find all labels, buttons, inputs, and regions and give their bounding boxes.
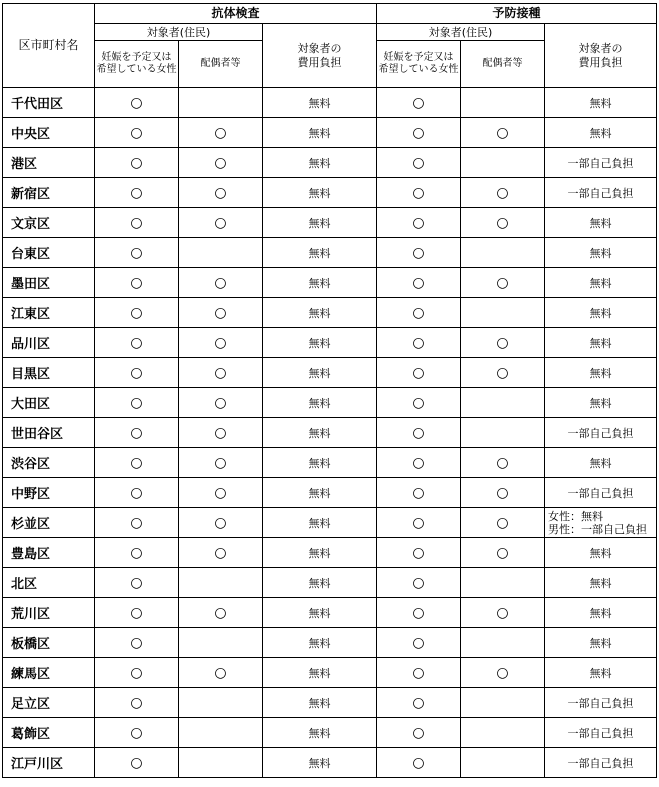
antibody-spouse-mark: ○ xyxy=(179,268,263,298)
table-row xyxy=(3,718,657,748)
vaccination-fee: 女性：無料 男性：一部自己負担 xyxy=(545,508,657,538)
municipality-name: 中央区 xyxy=(3,118,95,148)
vaccination-spouse-mark: ○ xyxy=(461,658,545,688)
antibody-spouse-mark: ○ xyxy=(179,328,263,358)
municipality-name: 練馬区 xyxy=(3,658,95,688)
table-row xyxy=(3,238,657,268)
table-row xyxy=(3,628,657,658)
antibody-women-mark: ○ xyxy=(95,418,179,448)
municipality-name: 板橋区 xyxy=(3,628,95,658)
table-row xyxy=(3,388,657,418)
vaccination-women-mark: ○ xyxy=(377,658,461,688)
vaccination-spouse-mark: ○ xyxy=(461,598,545,628)
municipality-name: 台東区 xyxy=(3,238,95,268)
table-row xyxy=(3,178,657,208)
antibody-spouse-mark xyxy=(179,88,263,118)
antibody-women-mark: ○ xyxy=(95,88,179,118)
municipality-name: 世田谷区 xyxy=(3,418,95,448)
subsidy-table xyxy=(2,3,657,778)
antibody-spouse-mark xyxy=(179,568,263,598)
antibody-fee: 無料 xyxy=(263,328,377,358)
vaccination-spouse-mark xyxy=(461,748,545,778)
table-row xyxy=(3,688,657,718)
municipality-name: 墨田区 xyxy=(3,268,95,298)
municipality-name: 足立区 xyxy=(3,688,95,718)
antibody-test-header: 抗体検査 xyxy=(95,4,377,24)
municipality-name: 文京区 xyxy=(3,208,95,238)
antibody-women-mark: ○ xyxy=(95,388,179,418)
vaccination-fee: 無料 xyxy=(545,658,657,688)
table-row xyxy=(3,268,657,298)
table-row xyxy=(3,148,657,178)
vaccination-women-mark: ○ xyxy=(377,598,461,628)
antibody-fee: 無料 xyxy=(263,688,377,718)
vaccination-spouse-mark xyxy=(461,718,545,748)
vaccination-women-mark: ○ xyxy=(377,538,461,568)
municipality-name: 目黒区 xyxy=(3,358,95,388)
municipality-name: 江東区 xyxy=(3,298,95,328)
antibody-women-mark: ○ xyxy=(95,688,179,718)
antibody-spouse-mark: ○ xyxy=(179,148,263,178)
antibody-fee: 無料 xyxy=(263,358,377,388)
vaccination-fee: 無料 xyxy=(545,358,657,388)
municipality-name: 品川区 xyxy=(3,328,95,358)
antibody-spouse-mark: ○ xyxy=(179,388,263,418)
vaccination-women-mark: ○ xyxy=(377,88,461,118)
vaccination-spouse-mark: ○ xyxy=(461,328,545,358)
vaccination-fee: 無料 xyxy=(545,598,657,628)
vaccination-header: 予防接種 xyxy=(377,4,657,24)
table-row xyxy=(3,328,657,358)
antibody-fee: 無料 xyxy=(263,748,377,778)
table-row xyxy=(3,508,657,538)
antibody-women-mark: ○ xyxy=(95,568,179,598)
antibody-spouse-mark: ○ xyxy=(179,658,263,688)
antibody-spouse-mark: ○ xyxy=(179,358,263,388)
vaccination-fee: 無料 xyxy=(545,328,657,358)
antibody-spouse-mark: ○ xyxy=(179,298,263,328)
antibody-spouse-mark: ○ xyxy=(179,508,263,538)
antibody-women-mark: ○ xyxy=(95,118,179,148)
antibody-women-mark: ○ xyxy=(95,358,179,388)
antibody-fee: 無料 xyxy=(263,628,377,658)
municipality-name: 港区 xyxy=(3,148,95,178)
vaccination-fee: 無料 xyxy=(545,268,657,298)
vaccination-spouse-mark: ○ xyxy=(461,268,545,298)
antibody-spouse-mark: ○ xyxy=(179,118,263,148)
vaccination-women-mark: ○ xyxy=(377,748,461,778)
antibody-spouse-mark xyxy=(179,238,263,268)
antibody-women-mark: ○ xyxy=(95,208,179,238)
antibody-spouse-mark: ○ xyxy=(179,448,263,478)
vaccination-target-header: 対象者(住民) xyxy=(377,24,545,41)
vaccination-women-mark: ○ xyxy=(377,568,461,598)
municipality-name: 杉並区 xyxy=(3,508,95,538)
vaccination-women-mark: ○ xyxy=(377,448,461,478)
vaccination-fee: 無料 xyxy=(545,628,657,658)
vaccination-women-mark: ○ xyxy=(377,208,461,238)
antibody-women-mark: ○ xyxy=(95,658,179,688)
antibody-fee: 無料 xyxy=(263,298,377,328)
table-row xyxy=(3,748,657,778)
antibody-fee: 無料 xyxy=(263,478,377,508)
vaccination-women-mark: ○ xyxy=(377,268,461,298)
table-row xyxy=(3,538,657,568)
antibody-spouse-mark: ○ xyxy=(179,418,263,448)
vaccination-spouse-header: 配偶者等 xyxy=(461,41,545,88)
antibody-spouse-mark: ○ xyxy=(179,178,263,208)
vaccination-women-mark: ○ xyxy=(377,238,461,268)
vaccination-fee: 一部自己負担 xyxy=(545,718,657,748)
vaccination-spouse-mark: ○ xyxy=(461,538,545,568)
table-row xyxy=(3,298,657,328)
vaccination-spouse-mark: ○ xyxy=(461,208,545,238)
table-row xyxy=(3,448,657,478)
vaccination-fee: 無料 xyxy=(545,208,657,238)
antibody-women-header: 妊娠を予定又は 希望している女性 xyxy=(95,41,179,88)
antibody-fee: 無料 xyxy=(263,118,377,148)
vaccination-spouse-mark: ○ xyxy=(461,448,545,478)
vaccination-fee: 無料 xyxy=(545,538,657,568)
vaccination-spouse-mark xyxy=(461,298,545,328)
vaccination-spouse-mark xyxy=(461,88,545,118)
antibody-women-mark: ○ xyxy=(95,718,179,748)
antibody-fee: 無料 xyxy=(263,88,377,118)
municipality-name: 渋谷区 xyxy=(3,448,95,478)
antibody-fee: 無料 xyxy=(263,508,377,538)
vaccination-women-mark: ○ xyxy=(377,298,461,328)
vaccination-fee: 無料 xyxy=(545,88,657,118)
antibody-fee: 無料 xyxy=(263,268,377,298)
antibody-women-mark: ○ xyxy=(95,148,179,178)
municipality-name: 豊島区 xyxy=(3,538,95,568)
antibody-fee: 無料 xyxy=(263,418,377,448)
vaccination-spouse-mark xyxy=(461,238,545,268)
antibody-fee: 無料 xyxy=(263,448,377,478)
vaccination-spouse-mark: ○ xyxy=(461,358,545,388)
antibody-fee: 無料 xyxy=(263,148,377,178)
vaccination-spouse-mark: ○ xyxy=(461,508,545,538)
vaccination-spouse-mark xyxy=(461,148,545,178)
vaccination-women-mark: ○ xyxy=(377,718,461,748)
municipality-name: 荒川区 xyxy=(3,598,95,628)
vaccination-fee: 無料 xyxy=(545,298,657,328)
antibody-spouse-mark xyxy=(179,748,263,778)
antibody-spouse-mark xyxy=(179,628,263,658)
antibody-spouse-mark xyxy=(179,718,263,748)
antibody-women-mark: ○ xyxy=(95,328,179,358)
table-row xyxy=(3,208,657,238)
municipality-header: 区市町村名 xyxy=(3,4,95,88)
municipality-name: 新宿区 xyxy=(3,178,95,208)
antibody-spouse-mark: ○ xyxy=(179,478,263,508)
antibody-women-mark: ○ xyxy=(95,508,179,538)
antibody-women-mark: ○ xyxy=(95,478,179,508)
vaccination-spouse-mark xyxy=(461,628,545,658)
vaccination-spouse-mark xyxy=(461,568,545,598)
table-row xyxy=(3,598,657,628)
municipality-name: 江戸川区 xyxy=(3,748,95,778)
vaccination-spouse-mark: ○ xyxy=(461,118,545,148)
antibody-women-mark: ○ xyxy=(95,598,179,628)
vaccination-women-mark: ○ xyxy=(377,178,461,208)
table-body xyxy=(3,88,657,778)
antibody-fee: 無料 xyxy=(263,568,377,598)
antibody-women-mark: ○ xyxy=(95,538,179,568)
antibody-women-mark: ○ xyxy=(95,628,179,658)
antibody-women-mark: ○ xyxy=(95,448,179,478)
vaccination-spouse-mark: ○ xyxy=(461,178,545,208)
vaccination-spouse-mark xyxy=(461,388,545,418)
municipality-name: 大田区 xyxy=(3,388,95,418)
vaccination-fee: 一部自己負担 xyxy=(545,178,657,208)
vaccination-women-mark: ○ xyxy=(377,118,461,148)
antibody-women-mark: ○ xyxy=(95,178,179,208)
vaccination-women-mark: ○ xyxy=(377,148,461,178)
vaccination-fee: 一部自己負担 xyxy=(545,148,657,178)
antibody-fee: 無料 xyxy=(263,718,377,748)
vaccination-women-mark: ○ xyxy=(377,688,461,718)
vaccination-fee: 一部自己負担 xyxy=(545,688,657,718)
vaccination-fee: 無料 xyxy=(545,568,657,598)
vaccination-fee: 無料 xyxy=(545,388,657,418)
table-row xyxy=(3,568,657,598)
antibody-fee: 無料 xyxy=(263,178,377,208)
vaccination-fee: 一部自己負担 xyxy=(545,418,657,448)
municipality-name: 葛飾区 xyxy=(3,718,95,748)
table-row xyxy=(3,418,657,448)
vaccination-women-mark: ○ xyxy=(377,328,461,358)
antibody-spouse-mark: ○ xyxy=(179,208,263,238)
vaccination-women-mark: ○ xyxy=(377,418,461,448)
antibody-women-mark: ○ xyxy=(95,268,179,298)
antibody-spouse-mark xyxy=(179,688,263,718)
antibody-spouse-header: 配偶者等 xyxy=(179,41,263,88)
vaccination-women-mark: ○ xyxy=(377,508,461,538)
vaccination-fee: 無料 xyxy=(545,238,657,268)
antibody-fee: 無料 xyxy=(263,658,377,688)
vaccination-cost-header: 対象者の 費用負担 xyxy=(545,24,657,88)
vaccination-women-mark: ○ xyxy=(377,628,461,658)
antibody-women-mark: ○ xyxy=(95,748,179,778)
antibody-fee: 無料 xyxy=(263,598,377,628)
municipality-name: 北区 xyxy=(3,568,95,598)
vaccination-fee: 無料 xyxy=(545,118,657,148)
antibody-fee: 無料 xyxy=(263,388,377,418)
vaccination-fee: 一部自己負担 xyxy=(545,748,657,778)
antibody-fee: 無料 xyxy=(263,238,377,268)
antibody-fee: 無料 xyxy=(263,208,377,238)
table-row xyxy=(3,118,657,148)
vaccination-women-mark: ○ xyxy=(377,478,461,508)
vaccination-women-mark: ○ xyxy=(377,358,461,388)
vaccination-fee: 無料 xyxy=(545,448,657,478)
antibody-spouse-mark: ○ xyxy=(179,598,263,628)
antibody-spouse-mark: ○ xyxy=(179,538,263,568)
antibody-target-header: 対象者(住民) xyxy=(95,24,263,41)
vaccination-fee: 一部自己負担 xyxy=(545,478,657,508)
vaccination-women-mark: ○ xyxy=(377,388,461,418)
antibody-fee: 無料 xyxy=(263,538,377,568)
table-row xyxy=(3,358,657,388)
vaccination-spouse-mark xyxy=(461,418,545,448)
municipality-name: 千代田区 xyxy=(3,88,95,118)
antibody-women-mark: ○ xyxy=(95,238,179,268)
antibody-cost-header: 対象者の 費用負担 xyxy=(263,24,377,88)
table-row xyxy=(3,658,657,688)
municipality-name: 中野区 xyxy=(3,478,95,508)
vaccination-women-header: 妊娠を予定又は 希望している女性 xyxy=(377,41,461,88)
vaccination-spouse-mark: ○ xyxy=(461,478,545,508)
vaccination-spouse-mark xyxy=(461,688,545,718)
table-row xyxy=(3,478,657,508)
antibody-women-mark: ○ xyxy=(95,298,179,328)
table-row xyxy=(3,88,657,118)
